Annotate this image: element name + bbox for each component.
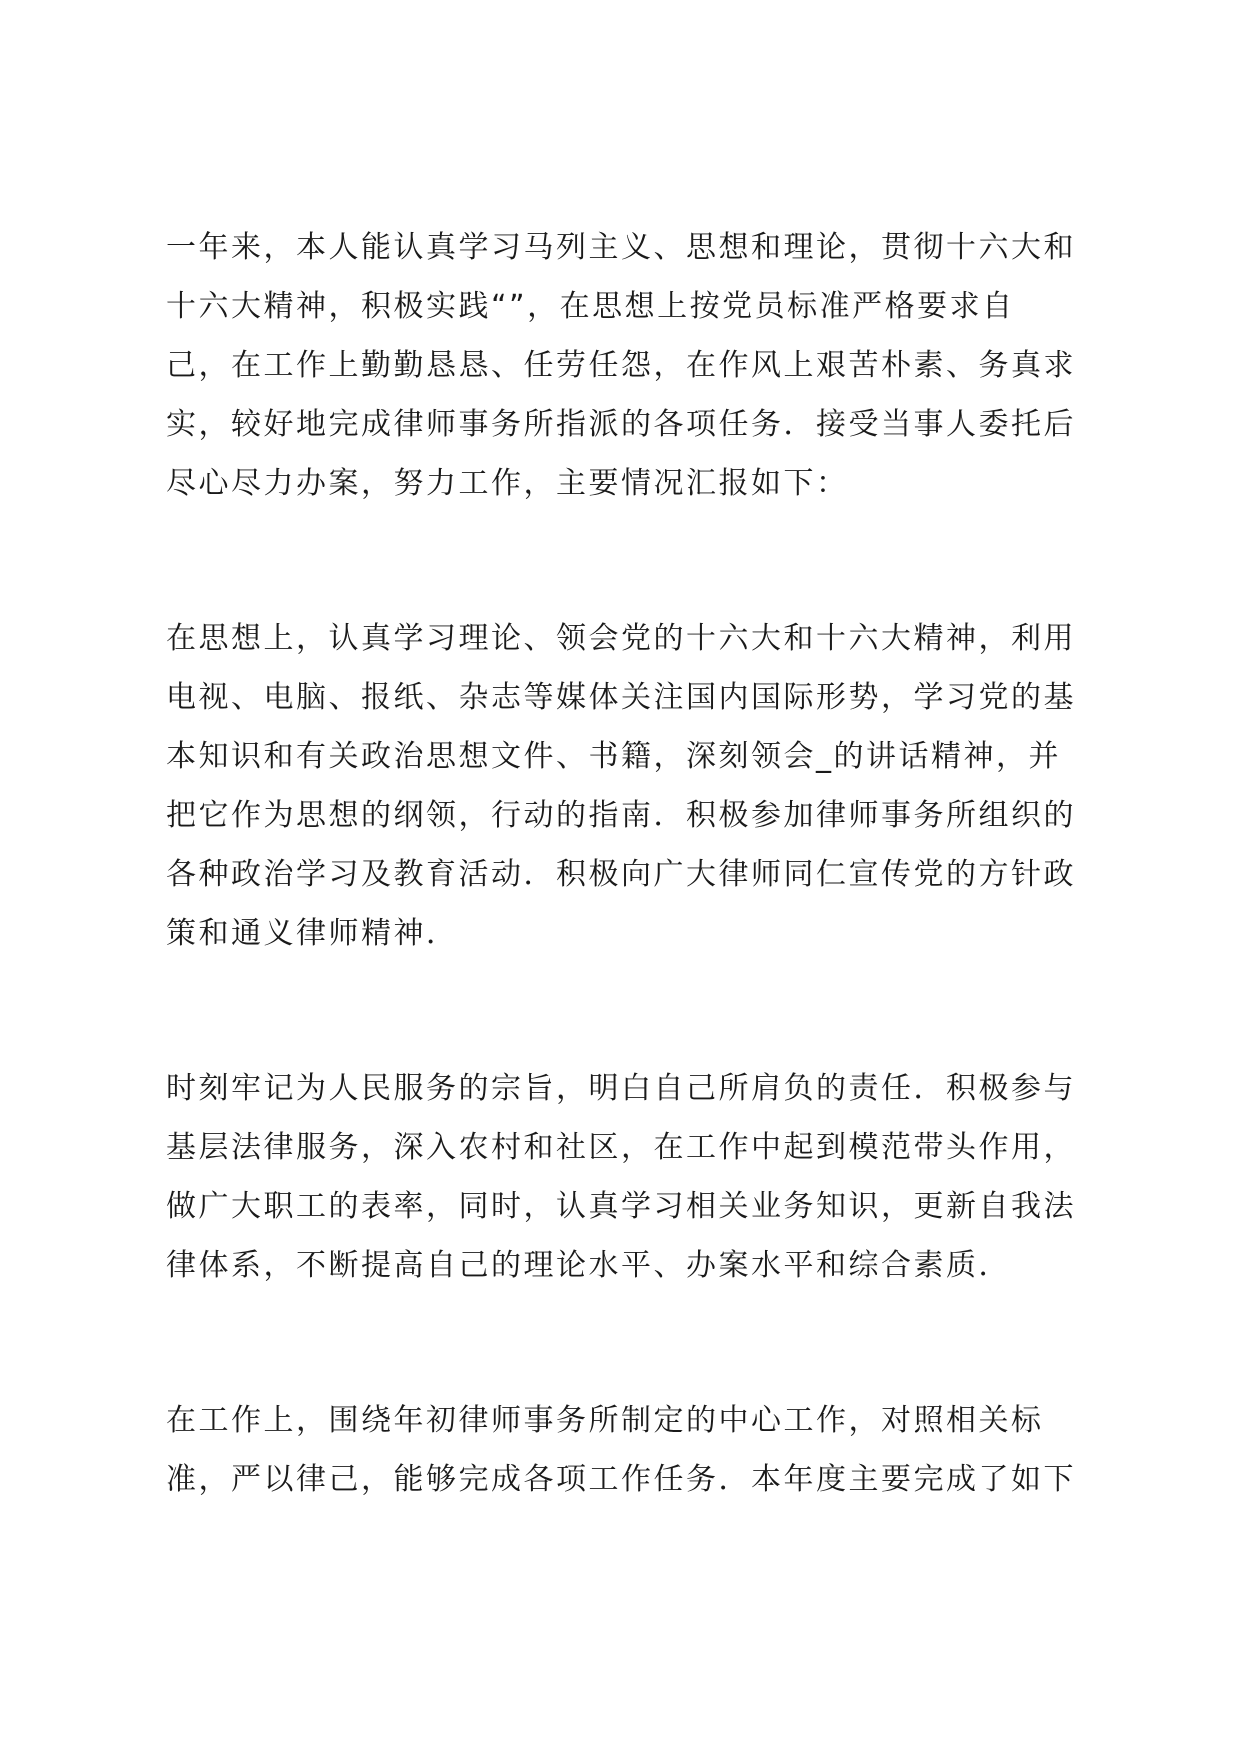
document-body: [166, 218, 1096, 1605]
text-line: 电视、电脑、报纸、杂志等媒体关注国内国际形势，学习党的基: [166, 680, 1076, 715]
paragraph-intro: [166, 218, 1096, 513]
text-line: 实，较好地完成律师事务所指派的各项任务．接受当事人委托后: [166, 407, 1076, 442]
text-line: 各种政治学习及教育活动．积极向广大律师同仁宣传党的方针政: [166, 857, 1076, 892]
text-line: 策和通义律师精神．: [166, 916, 459, 951]
text-line: 律体系，不断提高自己的理论水平、办案水平和综合素质．: [166, 1248, 1011, 1283]
text-line: 十六大精神，积极实践“”，在思想上按党员标准严格要求自: [166, 289, 1015, 324]
text-line: 基层法律服务，深入农村和社区，在工作中起到模范带头作用，: [166, 1130, 1076, 1165]
text-line: 时刻牢记为人民服务的宗旨，明白自己所肩负的责任．积极参与: [166, 1071, 1076, 1106]
paragraph-work: [166, 1391, 1096, 1509]
text-line: 准，严以律己，能够完成各项工作任务．本年度主要完成了如下: [166, 1462, 1076, 1497]
text-line: 尽心尽力办案，努力工作，主要情况汇报如下：: [166, 466, 849, 501]
text-line: 己，在工作上勤勤恳恳、任劳任怨，在作风上艰苦朴素、务真求: [166, 348, 1076, 383]
text-line: 在思想上，认真学习理论、领会党的十六大和十六大精神，利用: [166, 621, 1076, 656]
paragraph-thought: [166, 609, 1096, 963]
text-line: 本知识和有关政治思想文件、书籍，深刻领会_的讲话精神，并: [166, 739, 1061, 774]
text-line: 一年来，本人能认真学习马列主义、思想和理论，贯彻十六大和: [166, 230, 1076, 265]
text-line: 在工作上，围绕年初律师事务所制定的中心工作，对照相关标: [166, 1403, 1044, 1438]
text-line: 做广大职工的表率，同时，认真学习相关业务知识，更新自我法: [166, 1189, 1076, 1224]
paragraph-service: [166, 1059, 1096, 1295]
text-line: 把它作为思想的纲领，行动的指南．积极参加律师事务所组织的: [166, 798, 1076, 833]
